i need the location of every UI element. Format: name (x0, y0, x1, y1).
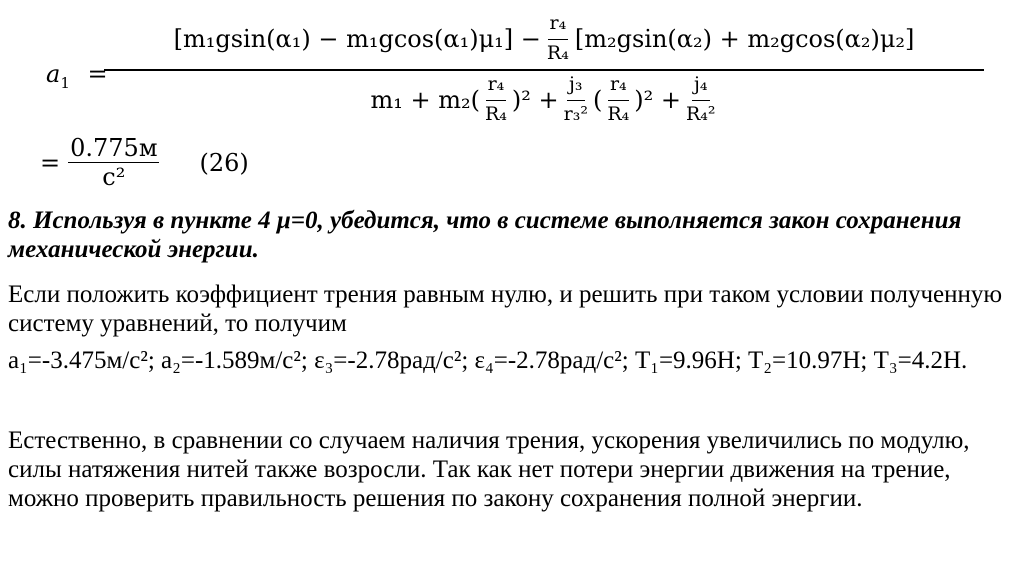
section-heading: 8. Используя в пункте 4 μ=0, убедится, что в системе выполняется закон сохранения механической энергии. (8, 207, 962, 263)
result-denominator: с² (102, 163, 126, 191)
denominator-part-1: m₁ + m₂( (370, 85, 480, 114)
denominator-fraction-3 (605, 75, 631, 124)
denominator-part-4: )² + (634, 85, 681, 114)
fraction-2-numerator: j₃ (567, 75, 585, 101)
paragraph-1: Если положить коэффициент трения равным нулю, и решить при таком условии полученную систему уравнений, то получим (8, 281, 1003, 337)
denominator-part-2: )² + (511, 85, 559, 114)
equation-lhs (46, 60, 108, 92)
paragraph-2: Естественно, в сравнении со случаем наличия трения, ускорения увеличились по модулю, силы натяжения нитей также возросли. Так как нет потери энергии движения на трение, можно проверить правильность решения по закону сохранения полной энергии. (8, 427, 970, 512)
main-numerator (174, 14, 915, 69)
main-denominator (370, 71, 717, 124)
numerator-term-2: [m₂gsin(α₂) + m₂gcos(α₂)μ₂] (574, 24, 915, 53)
results-line: a₁=-3.475м/с²; a₂=-1.589м/с²; ε₃=-2.78рад/с²; ε₄=-2.78рад/с²; T₁=9.96Н; T₂=10.97Н; T₃=4.2Н. (8, 347, 968, 374)
denominator-fraction-2 (562, 75, 590, 124)
numerator-term-1: [m₁gsin(α₁) − m₁gcos(α₁)μ₁] − (173, 24, 541, 53)
ratio-numerator: r₄ (548, 14, 569, 40)
fraction-4-numerator: j₄ (692, 75, 710, 101)
result-equals-sign: = (40, 148, 61, 177)
denominator-fraction-4 (684, 75, 718, 124)
equation-result (40, 136, 249, 189)
ratio-denominator: R₄ (546, 42, 569, 64)
main-fraction (104, 14, 984, 124)
denominator-fraction-1 (483, 75, 509, 124)
lhs-variable: a (46, 60, 61, 88)
result-numerator: 0.775м (70, 134, 158, 162)
fraction-4-denominator: R₄² (686, 103, 716, 125)
equation-26 (0, 10, 1024, 148)
ratio-r4-R4 (545, 14, 571, 63)
fraction-1-denominator: R₄ (484, 103, 507, 125)
equals-sign: = (87, 60, 108, 88)
result-fraction (68, 136, 159, 189)
fraction-3-numerator: r₄ (608, 75, 629, 101)
fraction-1-numerator: r₄ (486, 75, 507, 101)
fraction-3-denominator: R₄ (607, 103, 630, 125)
fraction-2-denominator: r₃² (563, 103, 588, 125)
equation-number: (26) (199, 148, 249, 177)
denominator-part-3: ( (592, 85, 603, 114)
lhs-subscript: 1 (60, 73, 70, 92)
